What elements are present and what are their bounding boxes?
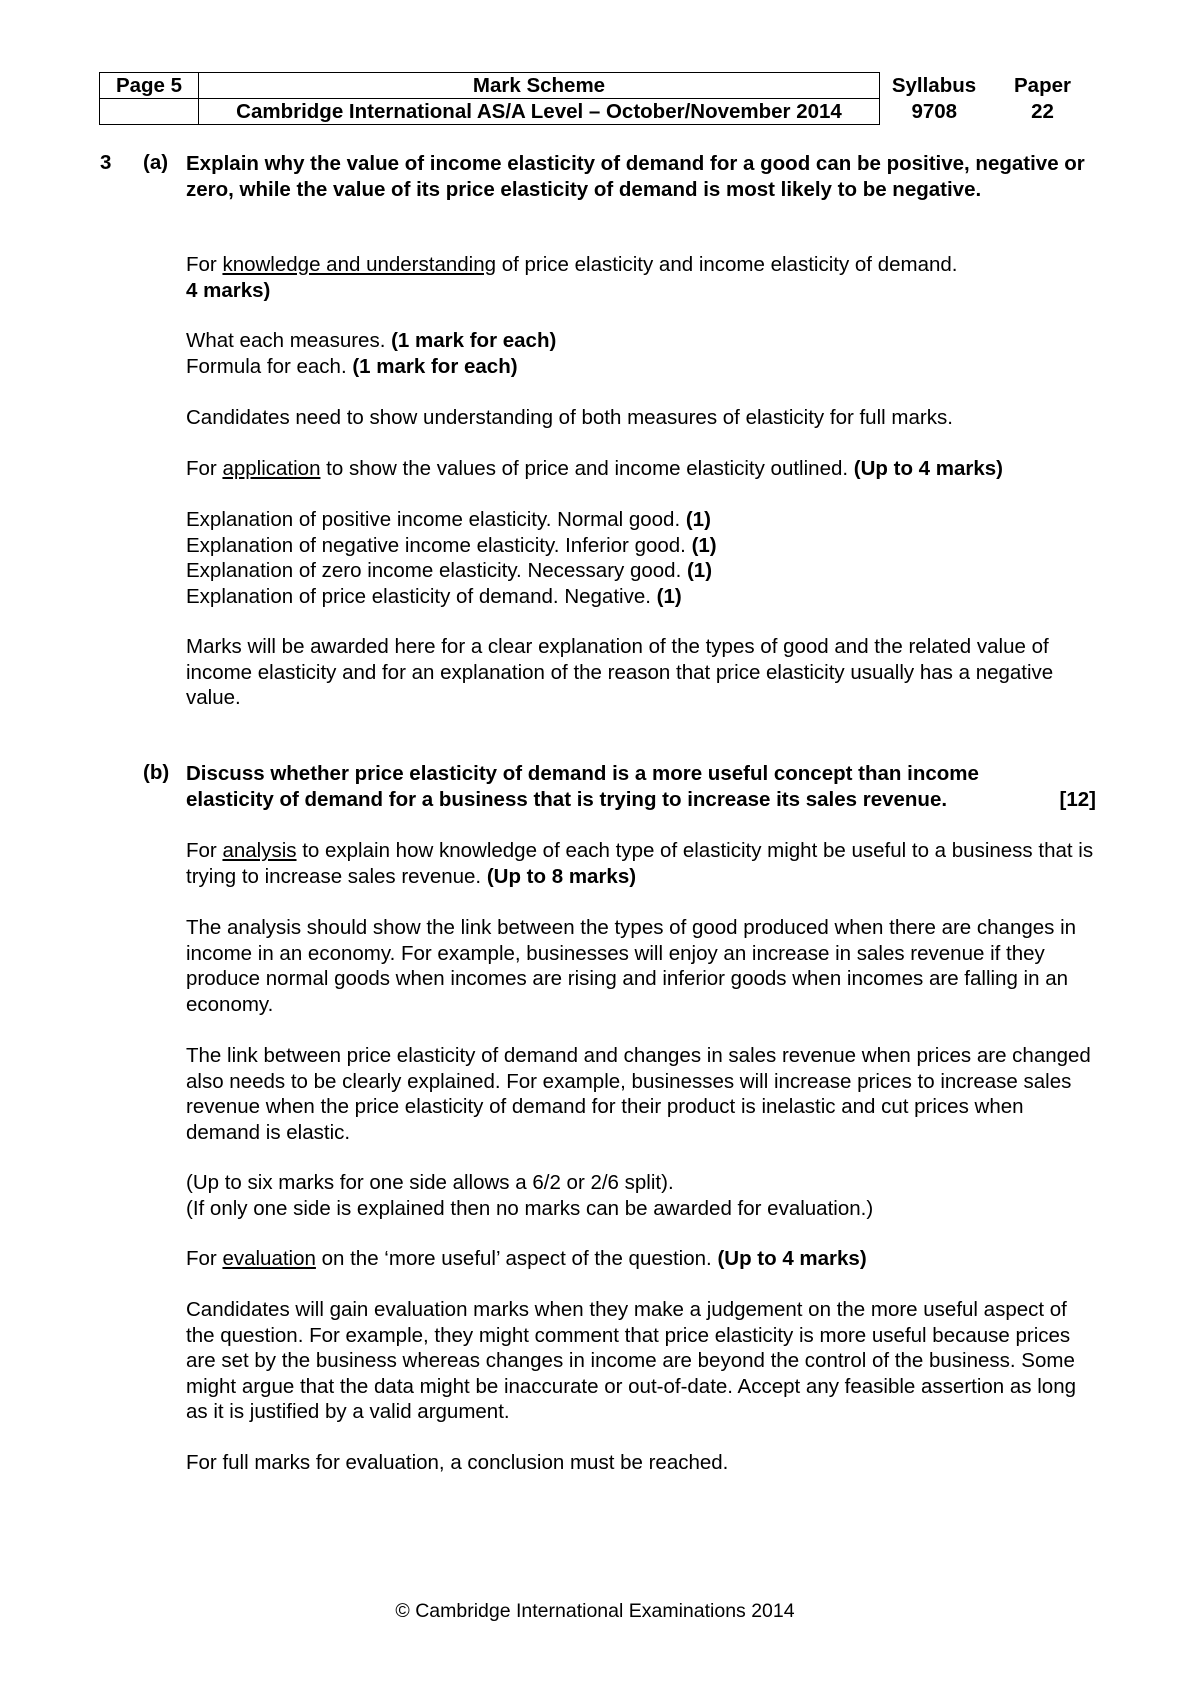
- e4-text: Explanation of price elasticity of demand. Negative.: [186, 584, 657, 608]
- formula-marks: (1 mark for each): [352, 354, 518, 378]
- para3-text: Candidates will gain evaluation marks when they make a judgement on the more useful aspect of the question. For example, they might comment that price elasticity is more useful because prices are set by the business whereas changes in income are beyond the control of the business. Some might argue that the data might be inaccurate or out-of-date. Accept any feasible assertion as long as it is justified by a valid argument.: [186, 1298, 1077, 1423]
- paper-value: 22: [1031, 100, 1054, 123]
- paper-label: Paper: [1014, 74, 1071, 97]
- awarded-block: [186, 634, 1096, 711]
- an-marks: (Up to 8 marks): [486, 864, 637, 888]
- formula-text: Formula for each.: [186, 354, 353, 378]
- conclusion-text: For full marks for evaluation, a conclusion must be reached.: [186, 1451, 729, 1474]
- page-number: Page 5: [100, 73, 199, 99]
- conclusion-block: [186, 1450, 1096, 1476]
- para3-block: [186, 1297, 1096, 1425]
- e2-mark: (1): [691, 533, 717, 557]
- app-post: to show the values of price and income elasticity outlined.: [320, 457, 854, 480]
- an-post: to explain how knowledge of each type of elasticity might be useful to a business that is trying to increase sales revenue.: [186, 839, 1094, 888]
- app-underlined: application: [222, 457, 321, 480]
- part-a-label: (a): [143, 151, 169, 174]
- need-text: Candidates need to show understanding of both measures of elasticity for full marks.: [186, 406, 953, 429]
- part-b-question-line1: Discuss whether price elasticity of demand is a more useful concept than income: [186, 762, 979, 785]
- awarded-text: Marks will be awarded here for a clear explanation of the types of good and the related value of income elasticity and for an explanation of the reason that price elasticity usually has a negative value.: [186, 635, 1054, 709]
- need-block: [186, 405, 1096, 431]
- ev-post: on the ‘more useful’ aspect of the question.: [315, 1247, 718, 1270]
- e3-text: Explanation of zero income elasticity. Necessary good.: [186, 559, 687, 582]
- question-number: 3: [100, 151, 112, 174]
- app-pre: For: [186, 457, 223, 480]
- analysis-block: [186, 838, 1096, 889]
- syllabus-label: Syllabus: [891, 74, 977, 97]
- part-b-question-line2: elasticity of demand for a business that is trying to increase its sales revenue.: [186, 787, 948, 811]
- an-underlined: analysis: [222, 839, 297, 862]
- k-underlined: knowledge and understanding: [222, 253, 496, 276]
- para1-text: The analysis should show the link between the types of good produced when there are changes in income in an economy. For example, businesses will enjoy an increase in sales revenue if they produce normal goods when incomes are rising and inferior goods when incomes are falling in an economy.: [186, 916, 1077, 1016]
- explanations-block: [186, 507, 1096, 609]
- empty-cell: [100, 99, 199, 125]
- copyright-footer: © Cambridge International Examinations 2014: [395, 1600, 795, 1622]
- k-post: of price elasticity and income elasticity of demand.: [496, 253, 958, 276]
- measures-block: [186, 328, 1096, 379]
- measures-text: What each measures.: [186, 329, 392, 352]
- part-a-question-text: Explain why the value of income elasticity of demand for a good can be positive, negative or zero, while the value of its price elasticity of demand is most likely to be negative.: [186, 152, 1085, 201]
- doc-title: Mark Scheme: [199, 73, 880, 99]
- e3-mark: (1): [686, 559, 713, 582]
- split-block: [186, 1170, 1096, 1221]
- app-marks: (Up to 4 marks): [853, 457, 1003, 480]
- split1-text: (Up to six marks for one side allows a 6/2 or 2/6 split).: [186, 1171, 674, 1194]
- doc-subtitle: Cambridge International AS/A Level – October/November 2014: [199, 99, 880, 125]
- e1-mark: (1): [685, 508, 711, 531]
- an-pre: For: [186, 839, 223, 862]
- para2-block: [186, 1043, 1096, 1145]
- part-b-label: (b): [143, 761, 170, 784]
- ev-marks: (Up to 4 marks): [717, 1247, 867, 1270]
- header-table: [99, 72, 1097, 125]
- part-b-total-marks: [12]: [1059, 787, 1096, 811]
- e2-text: Explanation of negative income elasticity. Inferior good.: [186, 533, 692, 557]
- para2-text: The link between price elasticity of demand and changes in sales revenue when prices are changed also needs to be clearly explained. For example, businesses will increase prices to increase sales revenue when the price elasticity of demand for their product is inelastic and cut prices when demand is elastic.: [186, 1044, 1091, 1144]
- syllabus-value: 9708: [911, 100, 958, 123]
- para1-block: [186, 915, 1096, 1017]
- knowledge-block: [186, 252, 1096, 303]
- part-a-question: [186, 151, 1096, 202]
- ev-pre: For: [186, 1247, 223, 1270]
- part-b-question: [186, 761, 1096, 812]
- ev-underlined: evaluation: [222, 1247, 316, 1270]
- k-pre: For: [186, 253, 223, 276]
- evaluation-block: [186, 1246, 1096, 1272]
- e4-mark: (1): [656, 584, 682, 608]
- k-marks: 4 marks): [186, 278, 271, 302]
- measures-marks: (1 mark for each): [391, 329, 557, 352]
- split2-text: (If only one side is explained then no marks can be awarded for evaluation.): [186, 1196, 874, 1220]
- e1-text: Explanation of positive income elasticity. Normal good.: [186, 508, 686, 531]
- application-block: [186, 456, 1096, 482]
